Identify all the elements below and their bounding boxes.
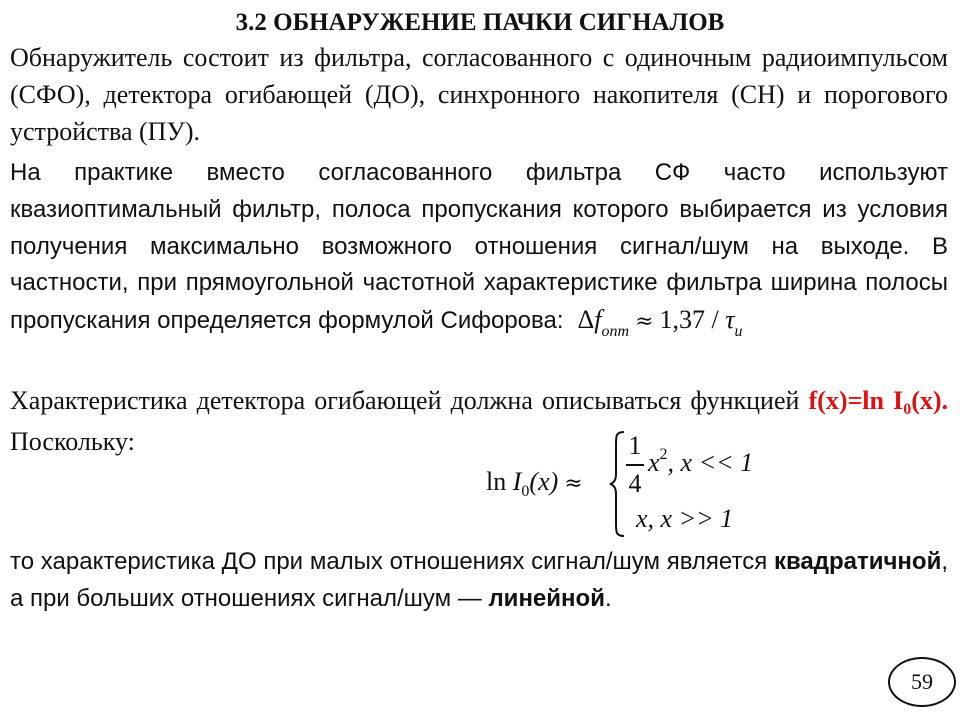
formula-ln: ln	[486, 467, 513, 496]
formula-I: I	[512, 467, 522, 496]
paragraph-detector-characteristic-tail: Поскольку:	[10, 426, 135, 456]
paragraph-conclusion-text3: .	[604, 584, 612, 612]
siforov-formula	[578, 302, 743, 343]
function-expression-arg: (x).	[911, 386, 949, 415]
paragraph-quasi-optimal-filter	[10, 155, 948, 343]
paragraph-detector-composition: Обнаружитель состоит из фильтра, согласованного с одиночным радиоимпульсом (СФО), детектора огибающей (ДО), синхронного накопителя (СН) и порогового устройства (ПУ).	[10, 43, 948, 146]
formula-case-small-x-expr	[648, 448, 753, 478]
fraction-denominator: 4	[628, 468, 642, 498]
paragraph-conclusion-text1: то характеристика ДО при малых отношениях сигнал/шум является	[10, 548, 774, 575]
function-expression-main: f(x)=ln I	[808, 386, 904, 415]
case1-x: x	[648, 448, 660, 477]
fraction-numerator: 1	[628, 431, 642, 460]
formula-I-subscript: 0	[521, 483, 530, 500]
bold-quadratic: квадратичной	[773, 548, 942, 575]
siforov-tau-subscript: и	[734, 323, 743, 341]
formula-case-large-x: x, x >> 1	[636, 504, 734, 533]
formula-lhs	[486, 467, 589, 500]
formula-approx-sign: ≈	[564, 471, 583, 496]
paragraph-detector-characteristic	[10, 383, 948, 461]
siforov-f-subscript: опт	[601, 323, 630, 341]
page-number: 59	[888, 657, 956, 707]
bessel-approximation-formula	[486, 430, 806, 540]
paragraph-conclusion-text2: , а при больших отношениях сигнал/шум —	[10, 548, 948, 612]
slide-title: 3.2 ОБНАРУЖЕНИЕ ПАЧКИ СИГНАЛОВ	[235, 9, 725, 36]
formula-fraction	[626, 430, 644, 500]
paragraph-conclusion	[10, 544, 948, 618]
paragraph-quasi-optimal-filter-text: На практике вместо согласованного фильтра СФ часто используют квазиоптимальный фильтр, полоса пропускания которого выбирается из условия получения максимально возможного отношения сигнал/шум на выходе. В частности, при прямоугольной частотной характеристике фильтра ширина полосы пропускания определяется формулой Сифорова:	[10, 159, 948, 335]
fraction-bar	[626, 464, 644, 466]
curly-brace-icon	[608, 430, 626, 538]
siforov-delta: Δ	[577, 305, 595, 335]
case1-exponent: 2	[659, 446, 668, 463]
case1-condition: , x << 1	[667, 448, 754, 477]
paragraph-detector-characteristic-text: Характеристика детектора огибающей должна описываться функцией	[10, 386, 809, 415]
formula-case-small-x	[626, 430, 806, 502]
function-expression	[808, 386, 949, 418]
siforov-approx-sign: ≈	[635, 309, 654, 335]
siforov-value: 1,37 /	[659, 305, 726, 335]
bold-linear: линейной	[488, 584, 605, 612]
function-expression-subscript: 0	[903, 401, 912, 418]
siforov-f: f	[594, 305, 602, 335]
formula-argument: (x)	[529, 467, 559, 496]
siforov-tau: τ	[725, 305, 735, 335]
